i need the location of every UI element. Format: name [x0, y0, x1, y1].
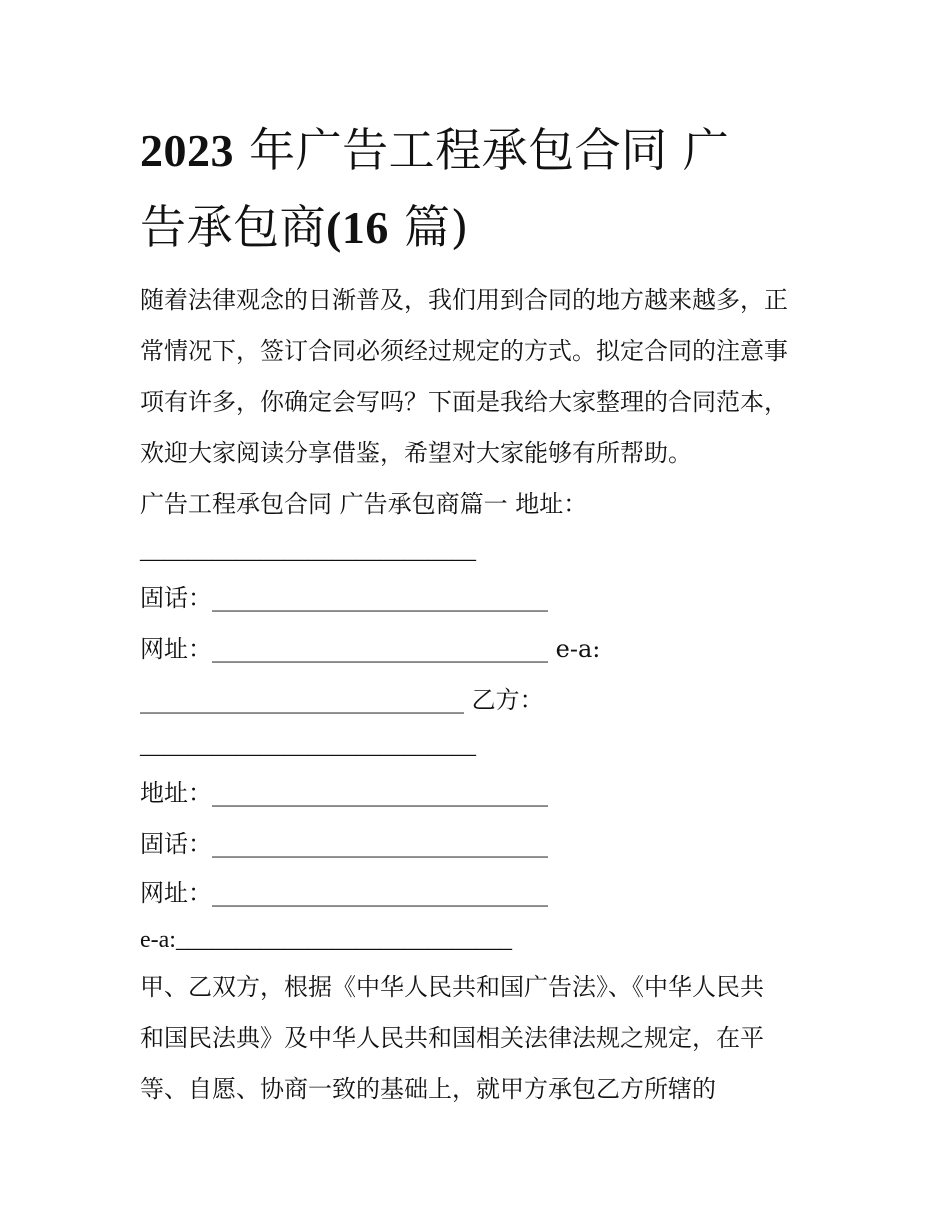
form-line-party-b: ___________________________ 乙方：	[140, 686, 544, 714]
form-line-blank: ____________________________	[140, 538, 476, 564]
form-line-address: 地址：____________________________	[140, 779, 548, 807]
intro-line: 欢迎大家阅读分享借鉴，希望对大家能够有所帮助。	[140, 439, 692, 467]
body-line: 和国民法典》及中华人民共和国相关法律法规之规定，在平	[140, 1024, 764, 1052]
intro-line: 常情况下，签订合同必须经过规定的方式。拟定合同的注意事	[140, 337, 788, 365]
title-line1-text: 年广告工程承包合同 广	[234, 123, 730, 177]
intro-line: 随着法律观念的日渐普及，我们用到合同的地方越来越多，正	[140, 286, 788, 314]
form-line-website-email: 网址：____________________________ e-a:	[140, 635, 601, 663]
form-line-phone: 固话：____________________________	[140, 584, 548, 612]
intro-line: 项有许多，你确定会写吗？下面是我给大家整理的合同范本，	[140, 388, 788, 416]
section-heading: 广告工程承包合同 广告承包商篇一 地址：	[140, 490, 588, 518]
title-line2-text: 告承包商	[140, 200, 326, 254]
document-title	[140, 112, 820, 266]
title-count: (16	[326, 202, 389, 253]
title-line2-end: 篇)	[388, 200, 469, 254]
form-line-email: e-a:____________________________	[140, 927, 512, 953]
body-line: 等、自愿、协商一致的基础上，就甲方承包乙方所辖的	[140, 1075, 716, 1103]
form-line-blank: ____________________________	[140, 733, 476, 759]
form-line-phone: 固话：____________________________	[140, 830, 548, 858]
body-line: 甲、乙双方，根据《中华人民共和国广告法》、《中华人民共	[140, 973, 764, 1001]
form-line-website: 网址：____________________________	[140, 879, 548, 907]
title-year: 2023	[140, 125, 234, 176]
